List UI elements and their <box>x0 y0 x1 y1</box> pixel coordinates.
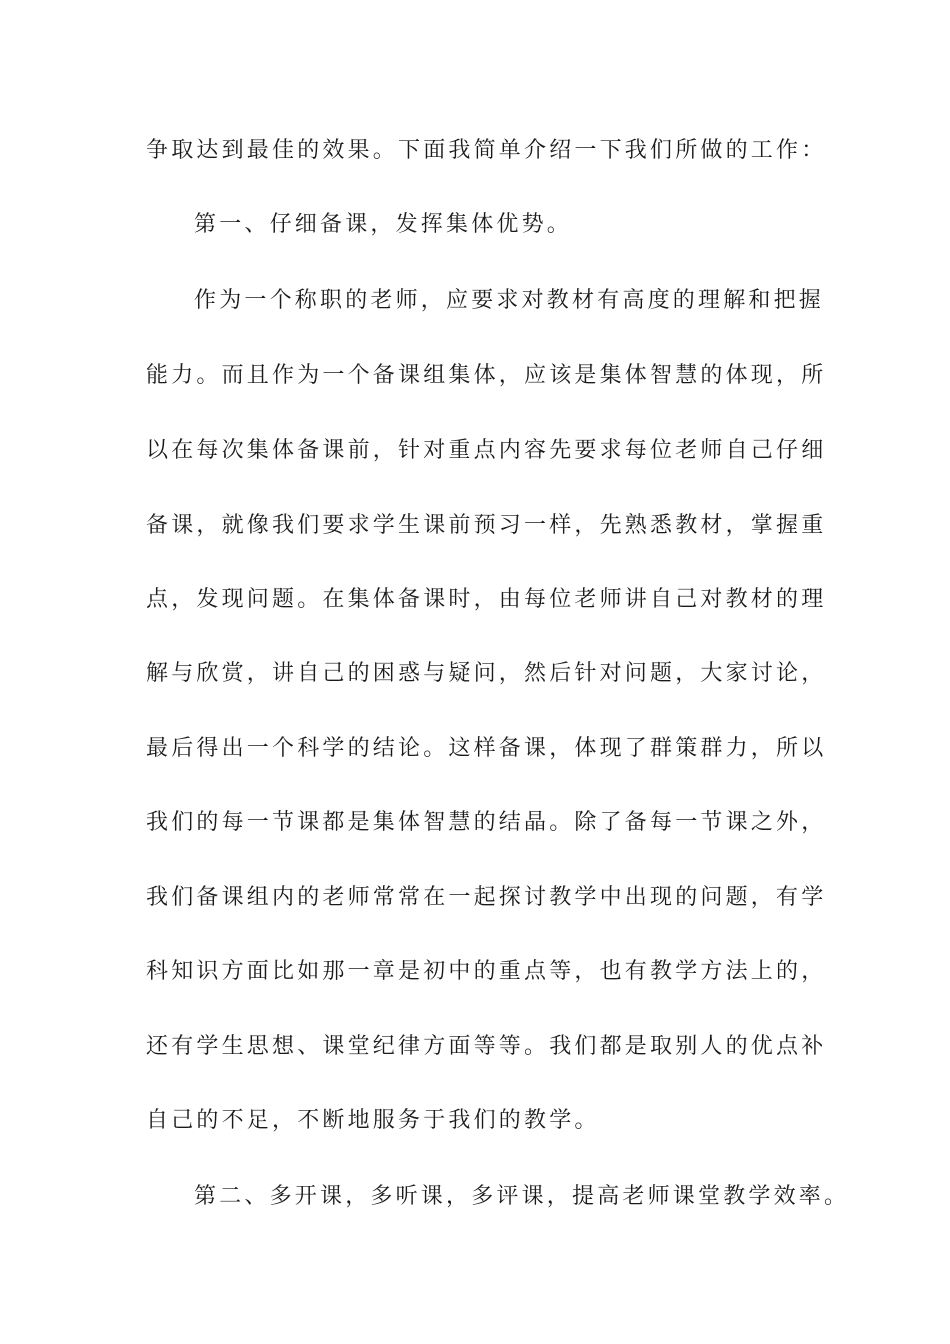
paragraph-line: 科知识方面比如那一章是初中的重点等，也有教学方法上的， <box>146 959 827 984</box>
paragraph-line: 我们备课组内的老师常常在一起探讨教学中出现的问题，有学 <box>146 885 827 910</box>
paragraph-line: 自己的不足，不断地服务于我们的教学。 <box>146 1108 600 1133</box>
section-heading: 第一、仔细备课，发挥集体优势。 <box>194 212 573 237</box>
paragraph-line: 最后得出一个科学的结论。这样备课，体现了群策群力，所以 <box>146 736 827 761</box>
paragraph-line: 点，发现问题。在集体备课时，由每位老师讲自己对教材的理 <box>146 587 827 612</box>
paragraph-line: 还有学生思想、课堂纪律方面等等。我们都是取别人的优点补 <box>146 1034 827 1059</box>
paragraph-line: 备课，就像我们要求学生课前预习一样，先熟悉教材，掌握重 <box>146 513 827 538</box>
paragraph-line: 解与欣赏，讲自己的困惑与疑问，然后针对问题，大家讨论， <box>146 661 827 686</box>
text-line: 争取达到最佳的效果。下面我简单介绍一下我们所做的工作： <box>146 138 827 163</box>
paragraph-line: 作为一个称职的老师，应要求对教材有高度的理解和把握 <box>194 288 825 313</box>
paragraph-line: 能力。而且作为一个备课组集体，应该是集体智慧的体现，所 <box>146 363 827 388</box>
section-heading: 第二、多开课，多听课，多评课，提高老师课堂教学效率。 <box>194 1184 850 1209</box>
paragraph-line: 以在每次集体备课前，针对重点内容先要求每位老师自己仔细 <box>146 438 827 463</box>
paragraph-line: 我们的每一节课都是集体智慧的结晶。除了备每一节课之外， <box>146 810 827 835</box>
